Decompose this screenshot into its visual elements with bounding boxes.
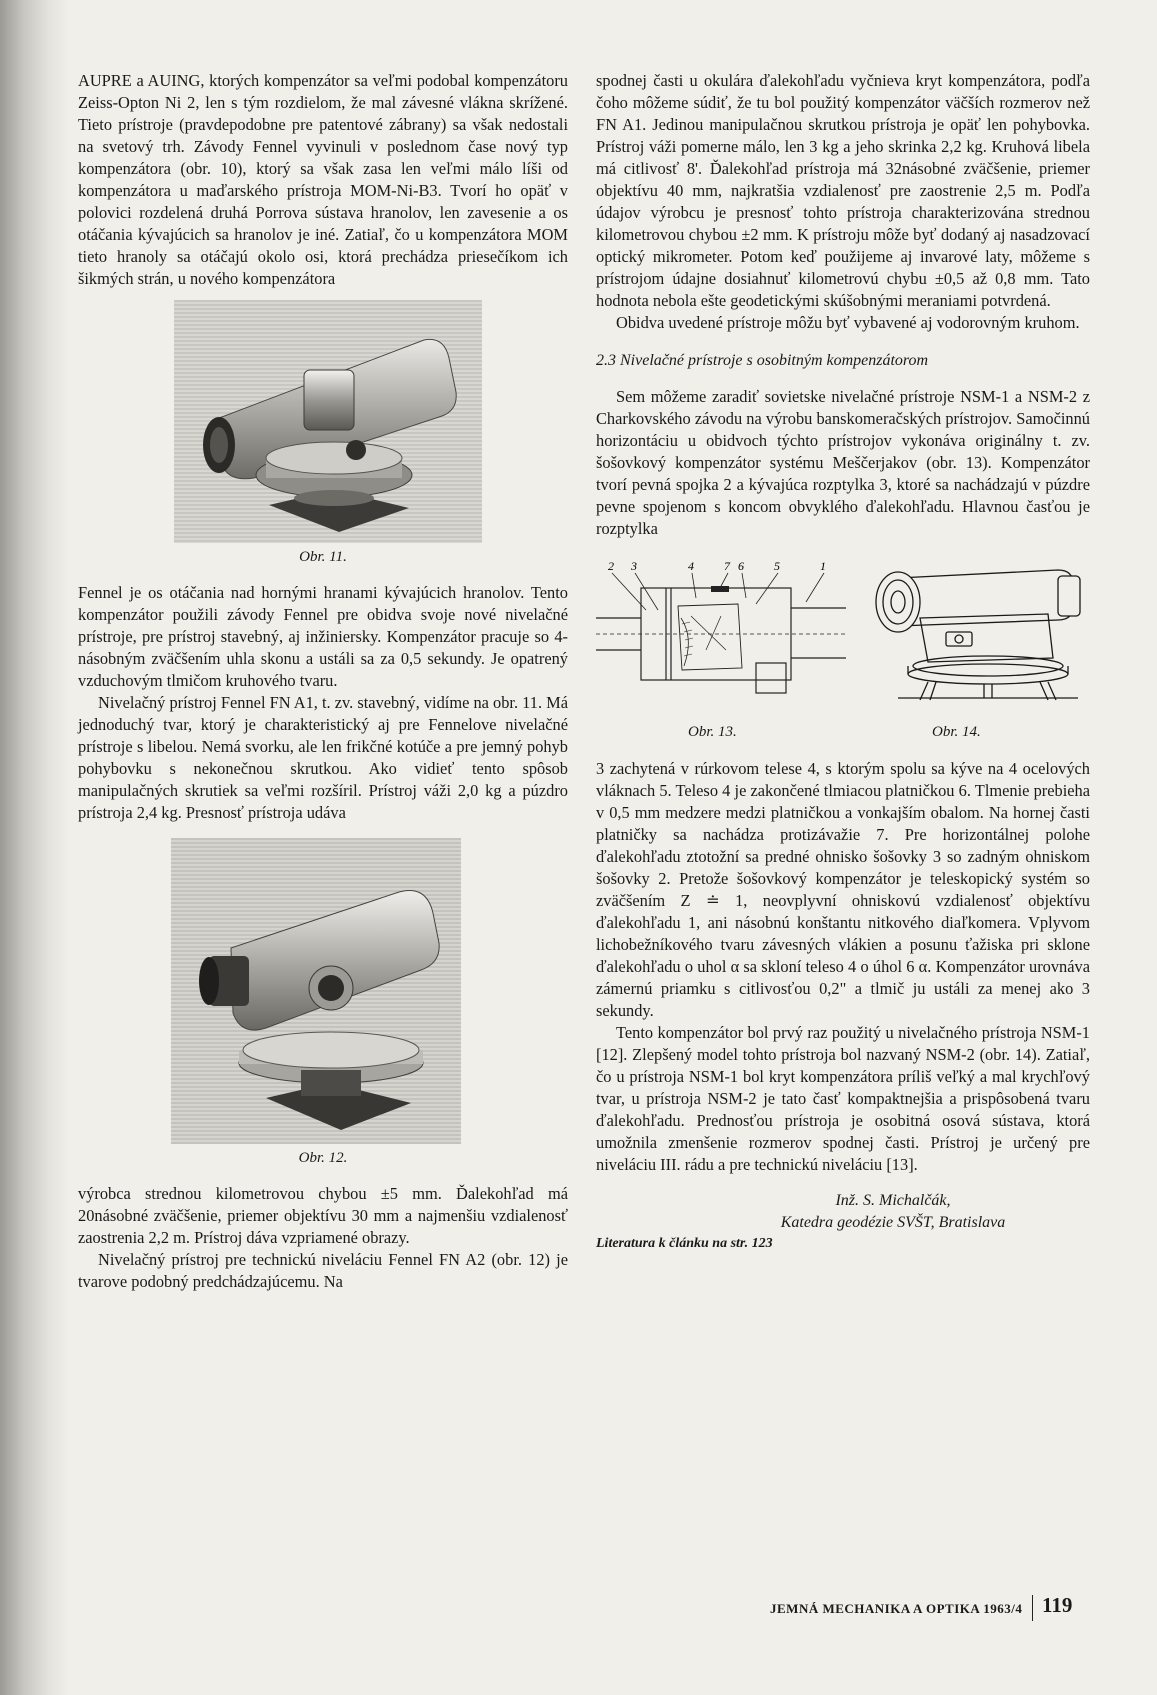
- author-signature: [596, 1190, 1090, 1234]
- page-footer: [770, 1595, 1100, 1625]
- author-affiliation: Katedra geodézie SVŠT, Bratislava: [780, 1214, 1006, 1231]
- right-paragraph-1: spodnej časti u okulára ďalekohľadu vyčnieva kryt kompenzátora, podľa čoho môžeme súdiť, že tu bol použitý kompenzátor väčších rozmerov než FN A1. Jedinou manipulačnou skrutkou prístroja je opäť len pohybovka. Prístroj váži pomerne málo, len 3 kg a jeho skrinka 2,2 kg. Kruhová libela má citlivosť 8'. Ďalekohľad prístroja má 32násobné zväčšenie, priemer objektívu 40 mm, najkratšia vzdialenosť pre zaostrenie 2,5 m. Podľa údajov výrobcu je presnosť tohto prístroja charakterizována strednou kilometrovou chybou ±2 mm. K prístroju môže byť dodaný aj nasadzovací optický mikrometer. Potom keď použijeme aj invarové laty, môžeme s prístrojom údajne dosiahnuť kilometrovú chybu ±0,5 až 0,8 mm. Tato hodnota nebola ešte geodetickými skúšobnými meraniami potvrdená.: [596, 71, 1090, 310]
- figure-11: [174, 300, 482, 543]
- nsm-2-instrument-drawing: [858, 548, 1088, 708]
- diagram-label-6: 6: [738, 559, 744, 573]
- figure-11-caption: Obr. 11.: [299, 549, 347, 565]
- diagram-label-2: 2: [608, 559, 614, 573]
- diagram-label-3: 3: [631, 559, 637, 573]
- page-number: 119: [1042, 1593, 1073, 1617]
- left-paragraph-4: výrobca strednou kilometrovou chybou ±5 mm. Ďalekohľad má 20násobné zväčšenie, priemer objektívu 30 mm a najmenšiu vzdialenosť zaostrenia 2,2 m. Prístroj dáva vzpriamené obrazy.: [78, 1184, 568, 1247]
- literature-note: Literatura k článku na str. 123: [596, 1236, 773, 1251]
- left-column: [78, 70, 568, 1293]
- right-paragraph-2: Obidva uvedené prístroje môžu byť vybavené aj vodorovným kruhom.: [616, 313, 1080, 332]
- section-heading: 2.3 Nivelačné prístroje s osobitným kompenzátorom: [596, 352, 929, 369]
- journal-name: JEMNÁ MECHANIKA A OPTIKA 1963/4: [770, 1601, 1023, 1616]
- right-column: [596, 70, 1090, 1252]
- diagram-label-7: 7: [724, 559, 730, 573]
- footer-separator: [1032, 1595, 1033, 1621]
- author-name: Inž. S. Michalčák,: [835, 1192, 951, 1209]
- figure-13-caption: Obr. 13.: [688, 724, 737, 740]
- figures-13-14: [596, 558, 1090, 744]
- right-paragraph-5: Tento kompenzátor bol prvý raz použitý u nivelačného prístroja NSM-1 [12]. Zlepšený model tohto prístroja bol nazvaný NSM-2 (obr. 14). Zatiaľ, čo u prístroja NSM-1 bol kryt kompenzátora príliš veľký a mal krychľový tvar, u prístroja NSM-2 je tato časť kompaktnejšia a prispôsobená tvaru ďalekohľadu. Prednosťou prístroja je osobitná osová sústava, ktorá umožnila zmenšenie rozmerov spodnej časti. Prístroj je určený pre niveláciu III. rádu a pre technickú niveláciu [13].: [596, 1023, 1090, 1174]
- figure-12-caption: Obr. 12.: [298, 1150, 348, 1166]
- page-binding-shadow: [0, 0, 70, 1695]
- left-paragraph-2: Fennel je os otáčania nad hornými hranami kývajúcich hranolov. Tento kompenzátor použili závody Fennel pre obidva svoje nové nivelačné prístroje, pre prístroj stavebný, aj inžiniersky. Kompenzátor pracuje so 4-násobným zväčšením uhla skonu a ustáli sa za 0,5 sekundy. Je opatrený vzduchovým tlmičom kruhového tvaru.: [78, 583, 568, 690]
- diagram-label-5: 5: [774, 559, 780, 573]
- left-paragraph-3: Nivelačný prístroj Fennel FN A1, t. zv. stavebný, vidíme na obr. 11. Má jednoduchý tvar, ktorý je charakteristický aj pre Fennelove nivelačné prístroje s libelou. Nemá svorku, ale len frikčné kotúče a pre jemný pohyb pohybovku s nekonečnou skrutkou. Ako vidieť tento spôsob manipulačných skrutiek sa veľmi rozšíril. Prístroj váži 2,0 kg a púzdro prístroja 2,4 kg. Presnosť prístroja udáva: [78, 693, 568, 822]
- level-instrument-photo-fn-a2: [171, 838, 461, 1144]
- right-paragraph-4: 3 zachytená v rúrkovom telese 4, s ktorým spolu sa kýve na 4 ocelových vláknach 5. Teleso 4 je zakončené tlmiacou platničkou 6. Tlmenie prebieha v 0,5 mm medzere medzi platničkou a vonkajším obalom. Na hornej časti platničky sa nachádza protizávažie 7. Pre horizontálnej polohe ďalekohľadu ztotožní sa predné ohnisko šošovky 3 so zadným ohniskom šošovky 2. Pretože šošovkový kompenzátor je teleskopický systém so zväčšením Z ≐ 1, neovplyvní ohniskovú vzdialenosť objektívu ďalekohľadu 1, ani násobnú konštantu nitkového diaľkomera. Vplyvom lichobežníkového tvaru závesných vlákien a posunu ťažiska pri sklone ďalekohľadu o uhol α sa skloní teleso 4 o úhol 6 α. Kompenzátor urovnáva zámernú priamku s citlivosťou 0,2" a tlmič ju ustáli za menej ako 3 sekundy.: [596, 759, 1090, 1020]
- level-instrument-photo-fn-a1: [174, 300, 482, 543]
- compensator-diagram: [596, 558, 846, 708]
- figure-12: [171, 838, 461, 1144]
- diagram-label-4: 4: [688, 559, 694, 573]
- diagram-label-1: 1: [820, 559, 826, 573]
- left-paragraph-1: AUPRE a AUING, ktorých kompenzátor sa veľmi podobal kompenzátoru Zeiss-Opton Ni 2, len s tým rozdielom, že mal závesné vlákna skrížené. Tieto prístroje (pravdepodobne pre patentové zábrany) sa však nedostali na svetový trh. Závody Fennel vyvinuli v poslednom čase nový typ kompenzátora (obr. 10), ktorý sa však zasa len veľmi málo líši od kompenzátora u maďarského prístroja MOM-Ni-B3. Tvorí ho opäť v polovici rozdelená druhá Porrova sústava hranolov, len zavesenie a os otáčania kývajúcich sa hranolov je iné. Zatiaľ, čo u kompenzátora MOM tieto hranoly sa otáčajú okolo osi, ktorá prechádza priesečíkom ich šikmých strán, u nového kompenzátora: [78, 71, 568, 288]
- right-paragraph-3: Sem môžeme zaradiť sovietske nivelačné prístroje NSM-1 a NSM-2 z Charkovského závodu na výrobu banskomeračských prístrojov. Samočinnú horizontáciu u obidvoch týchto prístrojov vykonáva originálny t. zv. šošovkový kompenzátor systému Meščerjakov (obr. 13). Kompenzátor tvorí pevná spojka 2 a kývajúca rozptylka 3, ktoré sa nachádzajú v púzdre pevne spojenom s koncom obvyklého ďalekohľadu. Hlavnou časťou je rozptylka: [596, 387, 1090, 538]
- left-paragraph-5: Nivelačný prístroj pre technickú niveláciu Fennel FN A2 (obr. 12) je tvarove podobný predchádzajúcemu. Na: [78, 1250, 568, 1291]
- figure-14-caption: Obr. 14.: [932, 724, 981, 740]
